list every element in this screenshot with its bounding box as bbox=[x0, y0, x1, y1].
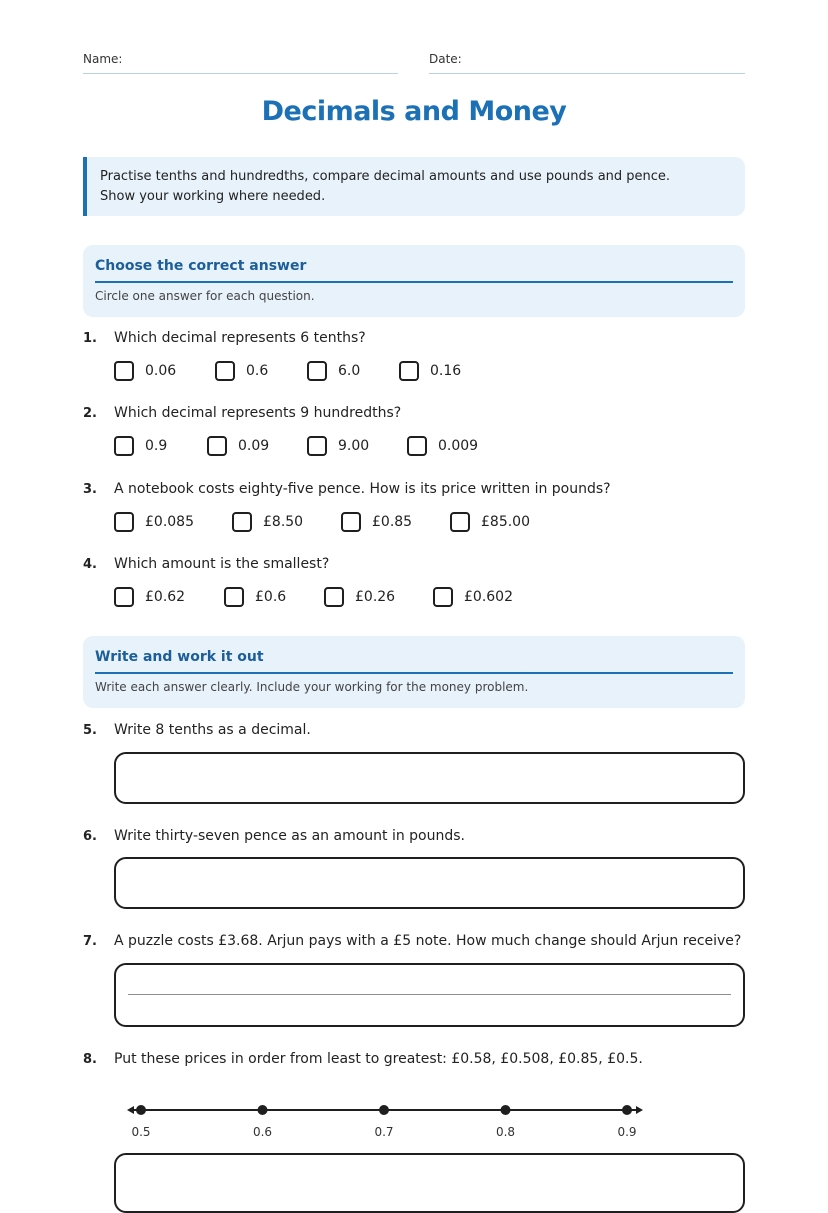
number-line-tick-label: 0.7 bbox=[374, 1125, 394, 1139]
answer-option[interactable] bbox=[224, 586, 286, 608]
option-label: £8.50 bbox=[263, 514, 304, 530]
answer-option[interactable] bbox=[307, 360, 360, 382]
question-text: Which amount is the smallest? bbox=[114, 556, 330, 572]
answer-option[interactable] bbox=[114, 511, 194, 533]
answer-option[interactable] bbox=[232, 511, 303, 533]
option-label: 6.0 bbox=[338, 363, 361, 379]
checkbox[interactable] bbox=[114, 512, 134, 532]
option-label: £0.602 bbox=[464, 589, 513, 605]
checkbox[interactable] bbox=[207, 436, 227, 456]
checkbox[interactable] bbox=[341, 512, 361, 532]
answer-option[interactable] bbox=[114, 360, 176, 382]
checkbox[interactable] bbox=[114, 436, 134, 456]
section-divider bbox=[95, 672, 733, 674]
name-field[interactable] bbox=[83, 52, 398, 74]
number-line-point bbox=[622, 1105, 632, 1115]
checkbox[interactable] bbox=[224, 587, 244, 607]
answer-box[interactable] bbox=[114, 857, 745, 909]
option-label: £0.85 bbox=[372, 514, 413, 530]
working-answer-box[interactable] bbox=[114, 963, 745, 1027]
answer-option[interactable] bbox=[433, 586, 513, 608]
question-number: 1. bbox=[83, 331, 97, 346]
option-label: £0.26 bbox=[355, 589, 396, 605]
checkbox[interactable] bbox=[399, 361, 419, 381]
date-field[interactable] bbox=[429, 52, 745, 74]
option-label: £0.085 bbox=[145, 514, 194, 530]
section-title: Choose the correct answer bbox=[95, 258, 307, 274]
question-number: 5. bbox=[83, 723, 97, 738]
section-header-written bbox=[83, 636, 745, 708]
question-number: 4. bbox=[83, 557, 97, 572]
name-label: Name: bbox=[83, 52, 123, 66]
checkbox[interactable] bbox=[215, 361, 235, 381]
section-title: Write and work it out bbox=[95, 649, 264, 665]
number-line-point bbox=[136, 1105, 146, 1115]
number-line-point bbox=[258, 1105, 268, 1115]
option-label: £0.6 bbox=[255, 589, 287, 605]
checkbox[interactable] bbox=[307, 361, 327, 381]
option-label: 9.00 bbox=[338, 438, 370, 454]
checkbox[interactable] bbox=[114, 587, 134, 607]
checkbox[interactable] bbox=[307, 436, 327, 456]
option-label: 0.16 bbox=[430, 363, 462, 379]
question-text: Put these prices in order from least to greatest: £0.58, £0.508, £0.85, £0.5. bbox=[114, 1051, 643, 1067]
checkbox[interactable] bbox=[407, 436, 427, 456]
number-line-point bbox=[501, 1105, 511, 1115]
question-text: A notebook costs eighty-five pence. How is its price written in pounds? bbox=[114, 481, 611, 497]
number-line-tick-label: 0.6 bbox=[252, 1125, 273, 1139]
question-text: A puzzle costs £3.68. Arjun pays with a £5 note. How much change should Arjun receive? bbox=[114, 933, 742, 949]
question-text: Write thirty-seven pence as an amount in pounds. bbox=[114, 828, 465, 844]
question-text: Which decimal represents 9 hundredths? bbox=[114, 405, 402, 421]
question-text: Which decimal represents 6 tenths? bbox=[114, 330, 366, 346]
checkbox[interactable] bbox=[433, 587, 453, 607]
option-label: 0.6 bbox=[246, 363, 269, 379]
working-line bbox=[128, 994, 731, 995]
option-label: 0.09 bbox=[238, 438, 270, 454]
option-label: 0.009 bbox=[438, 438, 479, 454]
option-label: £85.00 bbox=[481, 514, 530, 530]
answer-option[interactable] bbox=[215, 360, 268, 382]
option-label: 0.06 bbox=[145, 363, 177, 379]
section-divider bbox=[95, 281, 733, 283]
option-label: 0.9 bbox=[145, 438, 168, 454]
answer-box[interactable] bbox=[114, 752, 745, 804]
section-header-multiple-choice bbox=[83, 245, 745, 317]
checkbox[interactable] bbox=[324, 587, 344, 607]
answer-option[interactable] bbox=[407, 435, 478, 457]
answer-option[interactable] bbox=[399, 360, 461, 382]
section-subtitle: Circle one answer for each question. bbox=[95, 289, 315, 303]
question-number: 3. bbox=[83, 482, 97, 497]
question-number: 6. bbox=[83, 829, 97, 844]
answer-box[interactable] bbox=[114, 1153, 745, 1213]
number-line bbox=[125, 1096, 645, 1146]
checkbox[interactable] bbox=[114, 361, 134, 381]
arrow-left-icon bbox=[127, 1106, 134, 1114]
worksheet-title: Decimals and Money bbox=[261, 96, 567, 127]
answer-option[interactable] bbox=[324, 586, 395, 608]
question-number: 2. bbox=[83, 406, 97, 421]
worksheet-page bbox=[83, 0, 745, 1171]
answer-option[interactable] bbox=[114, 586, 185, 608]
number-line-tick-label: 0.8 bbox=[495, 1125, 516, 1139]
question-number: 8. bbox=[83, 1052, 97, 1067]
intro-callout: Practise tenths and hundredths, compare decimal amounts and use pounds and pence. Show your working where needed. bbox=[83, 157, 745, 216]
checkbox[interactable] bbox=[232, 512, 252, 532]
question-number: 7. bbox=[83, 934, 97, 949]
answer-option[interactable] bbox=[307, 435, 369, 457]
answer-option[interactable] bbox=[341, 511, 412, 533]
number-line-tick-label: 0.9 bbox=[617, 1125, 637, 1139]
date-label: Date: bbox=[429, 52, 462, 66]
number-line-tick-label: 0.5 bbox=[131, 1125, 151, 1139]
answer-option[interactable] bbox=[114, 435, 167, 457]
option-label: £0.62 bbox=[145, 589, 186, 605]
section-subtitle: Write each answer clearly. Include your working for the money problem. bbox=[95, 680, 529, 694]
checkbox[interactable] bbox=[450, 512, 470, 532]
answer-option[interactable] bbox=[450, 511, 530, 533]
question-text: Write 8 tenths as a decimal. bbox=[114, 722, 311, 738]
answer-option[interactable] bbox=[207, 435, 269, 457]
number-line-point bbox=[379, 1105, 389, 1115]
arrow-right-icon bbox=[636, 1106, 643, 1114]
